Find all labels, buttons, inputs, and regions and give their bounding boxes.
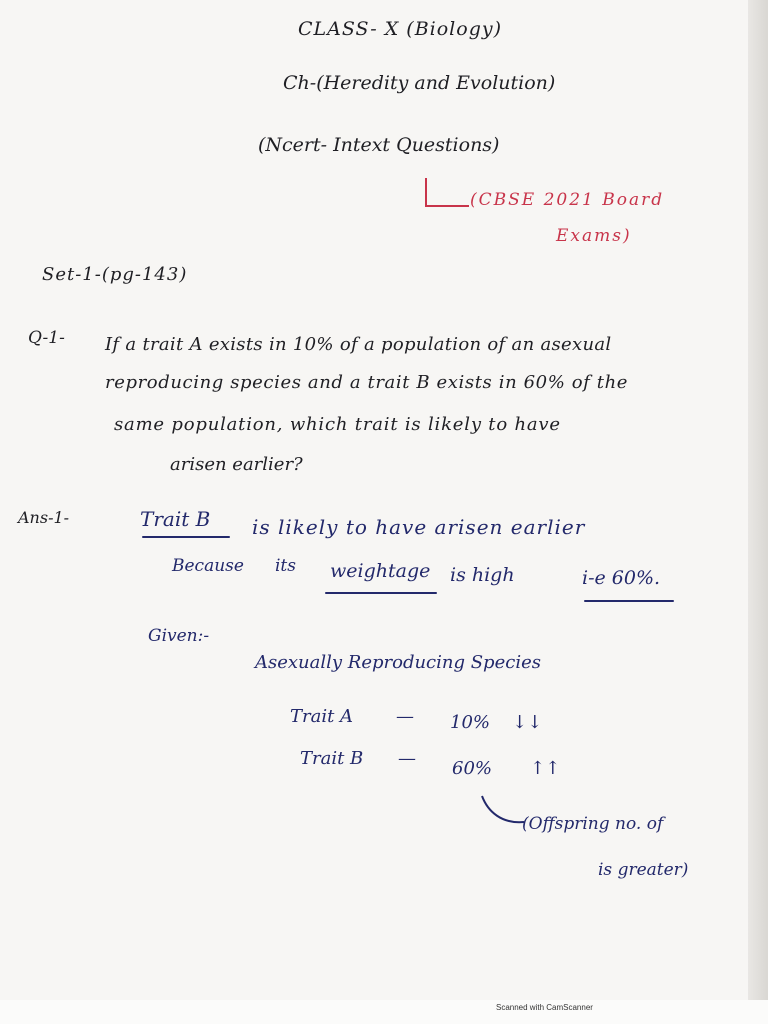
source-title: (Ncert- Intext Questions) — [258, 134, 500, 156]
question-line-1: If a trait A exists in 10% of a population of an asexual — [105, 334, 612, 355]
weightage-underline — [325, 592, 437, 594]
its-word: its — [275, 556, 296, 576]
trait-a-name: Trait A — [290, 706, 354, 727]
trait-b-name: Trait B — [300, 748, 364, 769]
trait-a-down-arrows: ↓↓ — [512, 712, 543, 733]
given-label: Given:- — [148, 626, 210, 646]
is-high-text: is high — [450, 564, 515, 586]
offspring-note-line-1: (Offspring no. of — [522, 814, 664, 834]
scan-footer-strip — [0, 1000, 768, 1024]
red-arrow-vertical — [425, 178, 427, 206]
board-note-line-1: (CBSE 2021 Board — [470, 190, 665, 210]
ie-value: i-e 60%. — [582, 567, 661, 589]
trait-b-dash: — — [398, 748, 416, 769]
class-title: CLASS- X (Biology) — [298, 18, 503, 40]
set-label: Set-1-(pg-143) — [42, 264, 188, 285]
ie-underline — [584, 600, 674, 602]
chapter-title: Ch-(Heredity and Evolution) — [283, 72, 556, 94]
question-line-4: arisen earlier? — [170, 454, 303, 475]
question-label: Q-1- — [28, 328, 65, 348]
red-arrow-horizontal — [425, 205, 469, 207]
trait-a-value: 10% — [450, 712, 491, 733]
board-note-line-2: Exams) — [556, 226, 632, 246]
answer-trait: Trait B — [140, 507, 211, 531]
offspring-note-line-2: is greater) — [598, 860, 689, 880]
trait-b-value: 60% — [452, 758, 493, 779]
trait-underline — [142, 536, 230, 538]
answer-line-1: is likely to have arisen earlier — [252, 515, 586, 539]
because-word: Because — [172, 556, 244, 576]
scanner-watermark: Scanned with CamScanner — [496, 1003, 593, 1012]
question-line-2: reproducing species and a trait B exists in 60% of the — [105, 372, 629, 393]
species-heading: Asexually Reproducing Species — [255, 652, 541, 673]
answer-label: Ans-1- — [18, 508, 70, 527]
page-edge-shadow — [748, 0, 768, 1024]
question-line-3: same population, which trait is likely to have — [114, 414, 561, 435]
trait-a-dash: — — [396, 706, 414, 727]
weightage-word: weightage — [330, 560, 431, 582]
trait-b-up-arrows: ↑↑ — [530, 758, 561, 779]
